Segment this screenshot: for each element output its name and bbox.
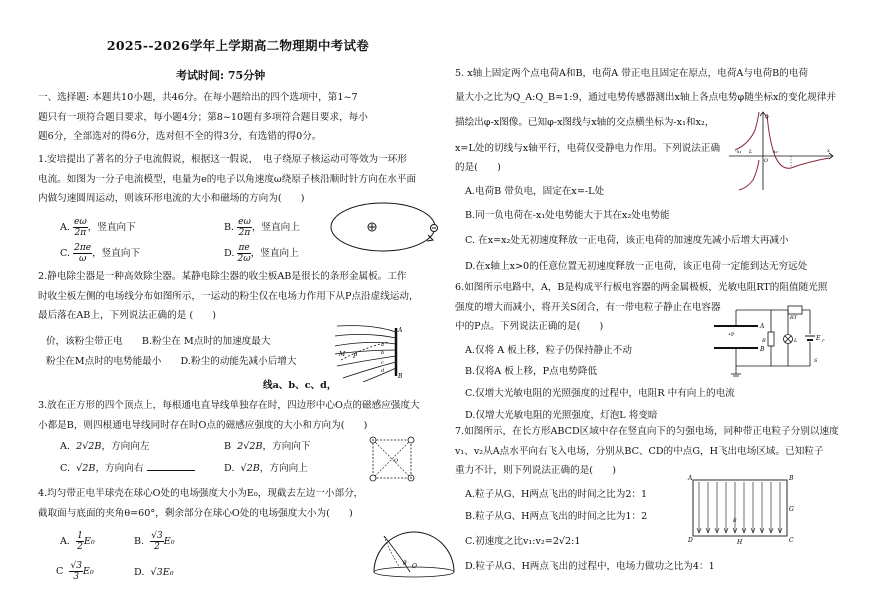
label-rt: RT xyxy=(790,315,798,321)
fraction: $\frac{√3}{3}$ xyxy=(70,561,82,582)
q5-option-a[interactable]: A.电荷B 带负电，固定在x=-L处 xyxy=(465,185,605,197)
q7-field-region-figure xyxy=(687,474,797,546)
label-r: R xyxy=(762,338,766,344)
q7-option-a[interactable]: A.粒子从G、H两点飞出的时间之比为2：1 xyxy=(465,488,648,500)
q6-option-d[interactable]: D.仅增大光敏电阻的光照强度，灯泡L 将变暗 xyxy=(465,409,658,421)
label-b-small: b xyxy=(381,350,385,356)
label-a: A xyxy=(688,475,693,482)
label-l: L xyxy=(749,149,753,155)
text-line: 6.如图所示电路中，A，B是构成平行板电容器的两金属极板，光敏电阻RT的阻值随光照 xyxy=(455,282,828,293)
page-title: 2025--2026学年上学期高二物理期中考试卷 xyxy=(106,38,370,53)
fraction: $\frac{\pi e}{2\omega}$ xyxy=(237,243,251,264)
text-line: 的是( ) xyxy=(455,162,501,174)
label-b: B xyxy=(789,475,794,482)
question-3 xyxy=(38,396,420,435)
label-c-small: c xyxy=(381,360,384,366)
fraction: $\frac{1}{2}$ xyxy=(77,531,83,552)
q2-options-row-2[interactable]: 粉尘在M点时的电势能最小 D.粉尘的动能先减小后增大 xyxy=(46,356,297,367)
text-line: x=L处的切线与x轴平行，电荷仅受静电力作用。下列说法正确 xyxy=(455,142,721,154)
label-e: E xyxy=(733,518,737,524)
label-o: O xyxy=(394,458,399,464)
text-line: 内做匀速圆周运动，则该环形电流的大小和磁场的方向为( ) xyxy=(38,193,305,205)
text-line: 题6分，全部选对的得6分，选对但不全的得3分，有选错的得0分。 xyxy=(38,131,322,143)
q2-field-figure xyxy=(333,322,408,382)
text-line: 电流。如图为一分子电流模型，电量为e的电子以角速度ω绕原子核沿顺时针方向在水平面 xyxy=(38,173,417,185)
question-2 xyxy=(38,267,419,326)
q4-option-d[interactable]: D. √3E₀ xyxy=(134,567,174,578)
label-p: P xyxy=(353,353,358,360)
label-o: O xyxy=(412,563,417,570)
label-d: D xyxy=(688,537,693,544)
text-line: 2.静电除尘器是一种高效除尘器。某静电除尘器的收尘板AB是很长的条形金属板。工作 xyxy=(38,271,407,282)
q6-option-c[interactable]: C.仅增大光敏电阻的光照强度的过程中，电阻R 中有向上的电流 xyxy=(465,387,735,399)
label-a: A xyxy=(398,327,403,334)
question-4 xyxy=(38,484,363,523)
text-line: 时收尘板左侧的电场线分布如图所示，一运动的粉尘仅在电场力作用下从P点沿虚线运动， xyxy=(38,290,419,302)
label-g: G xyxy=(789,506,794,513)
q4-option-a[interactable]: A. $\frac{1}{2}$ E₀ xyxy=(60,531,95,552)
fraction: $\frac{e\omega}{2\pi}$ xyxy=(74,217,87,238)
label-x: x xyxy=(827,148,830,154)
text-line: 题只有一项符合题目要求，每小题4分；第8~10题有多项符合题目要求，每小 xyxy=(38,111,368,123)
text-line: 截取面与底面的夹角θ=60°，剩余部分在球心O处的电场强度大小为( ) xyxy=(38,507,353,519)
q1-option-a[interactable]: A. $\frac{e\omega}{2\pi}$ ，竖直向下 xyxy=(60,217,136,238)
q3-option-b[interactable]: B 2√2B，方向向下 xyxy=(224,441,311,452)
q3-option-a[interactable]: A. 2√2B，方向向左 xyxy=(60,441,150,452)
q1-option-d[interactable]: D. $\frac{\pi e}{2\omega}$ ，竖直向上 xyxy=(224,243,299,264)
fraction: $\frac{√3}{2}$ xyxy=(151,531,163,552)
label-plate-b: B xyxy=(760,346,765,353)
text-line: 强度的增大而减小，将开关S闭合，有一带电粒子静止在电容器 xyxy=(455,301,721,313)
q5-option-d[interactable]: D.在x轴上x>0的任意位置无初速度释放一正电荷，该正电荷一定能到达无穷远处 xyxy=(465,260,808,272)
text-line: 5. x轴上固定两个点电荷A和B，电荷A 带正电且固定在原点，电荷A与电荷B的电荷 xyxy=(455,68,808,79)
fraction: $\frac{2\pi e}{\omega}$ xyxy=(74,243,92,264)
label-m: M xyxy=(339,351,346,358)
label-r-internal: r xyxy=(822,338,825,344)
label-x2: x₂ xyxy=(773,149,778,155)
q3-square-figure xyxy=(368,434,418,486)
q5-option-b[interactable]: B.同一负电荷在-x₁处电势能大于其在x₂处电势能 xyxy=(465,209,670,221)
label-origin: O xyxy=(764,158,769,164)
label-point-p: •P xyxy=(728,332,735,338)
text-line: 最后落在AB上，下列说法正确的是 ( ) xyxy=(38,310,217,322)
text-line: 描绘出φ-x图像。已知φ-x图线与x轴的交点横坐标为-x₁和x₂， xyxy=(455,117,715,129)
field-lines xyxy=(697,482,782,533)
label-d-small: d xyxy=(381,368,385,374)
q1-orbit-figure xyxy=(328,198,443,256)
q5-phi-x-graph xyxy=(727,110,837,192)
label-e: E xyxy=(816,335,821,342)
label-h: H xyxy=(737,539,743,546)
q6-option-b[interactable]: B.仅将A 板上移，P点电势降低 xyxy=(465,366,598,378)
text-line: 一、选择题: 本题共10小题，共46分。在每小题给出的四个选项中，第1~7 xyxy=(38,92,358,103)
label-a-small: a xyxy=(381,342,384,348)
q6-circuit-figure xyxy=(710,302,830,380)
text-line: 4.均匀带正电半球壳在球心O处的电场强度大小为E₀，现截去左边一小部分， xyxy=(38,488,364,499)
label-b: B xyxy=(398,373,403,380)
q2-options-row-1[interactable]: 价，该粉尘带正电 B.粉尘在 M点时的加速度最大 xyxy=(46,336,271,347)
text-line: 3.放在正方形的四个顶点上，每根通电直导线单独存在时，四边形中心O点的磁感应强度大 xyxy=(38,400,420,411)
label-switch: S xyxy=(814,358,818,364)
q2-figure-caption: 线a、b、c、d， xyxy=(263,380,337,391)
label-phi: φ xyxy=(765,114,769,120)
q1-option-b[interactable]: B. $\frac{e\omega}{2\pi}$ ，竖直向上 xyxy=(224,217,300,238)
section-intro xyxy=(38,88,368,147)
q1-option-c[interactable]: C. $\frac{2\pi e}{\omega}$ ，竖直向下 xyxy=(60,243,141,264)
q4-hemisphere-figure xyxy=(370,506,460,578)
q7-option-b[interactable]: B.粒子从G、H两点飞出的时间之比为1：2 xyxy=(465,511,648,523)
label-c: C xyxy=(789,537,794,544)
fraction: $\frac{e\omega}{2\pi}$ xyxy=(238,217,251,238)
q6-option-a[interactable]: A.仅将 A 板上移，粒子仍保持静止不动 xyxy=(465,344,632,356)
text-line: 小都是B，则四根通电导线同时存在时O点的磁感应强度的大小和方向为( ) xyxy=(38,419,368,431)
text-line: 量大小之比为Q_A:Q_B=1:9，通过电势传感器测出x轴上各点电势φ随坐标x的变化规律并 xyxy=(455,91,836,103)
text-line: 1.安培提出了著名的分子电流假说，根据这一假说， 电子绕原子核运动可等效为一环形 xyxy=(38,154,407,165)
q3-option-c[interactable]: C. √2B，方向向右 xyxy=(60,459,195,479)
q7-option-d[interactable]: D.粒子从G、H两点飞出的过程中，电场力做功之比为4：1 xyxy=(465,560,715,572)
label-neg-x1: -x₁ xyxy=(735,149,742,155)
blank-underline xyxy=(147,470,195,471)
exam-time: 考试时间: 75分钟 xyxy=(176,69,266,82)
q7-option-c[interactable]: C.初速度之比v₁:v₂=2√2:1 xyxy=(465,535,581,547)
q4-option-c[interactable]: C $\frac{√3}{3}$ E₀ xyxy=(56,561,94,582)
text-line: v₁、v₂从A点水平向右飞入电场，分别从BC、CD的中点G，H飞出电场区域。已知粒子 xyxy=(455,445,824,457)
label-plate-a: A xyxy=(760,323,765,330)
text-line: 7.如图所示，在长方形ABCD区域中存在竖直向下的匀强电场，同种带正电粒子分别以速度 xyxy=(455,426,839,437)
q3-option-d[interactable]: D. √2B，方向向上 xyxy=(224,463,308,474)
label-theta: θ xyxy=(403,560,407,567)
q4-option-b[interactable]: B. $\frac{√3}{2}$ E₀ xyxy=(134,531,175,552)
text-line: 重力不计，则下列说法正确的是( ) xyxy=(455,465,616,477)
text-line: 中的P点。下列说法正确的是( ) xyxy=(455,321,604,333)
label-lamp: L xyxy=(794,338,798,344)
q5-option-c[interactable]: C. 在x=x₂处无初速度释放一正电荷，该正电荷的加速度先减小后增大再减小 xyxy=(465,235,789,247)
